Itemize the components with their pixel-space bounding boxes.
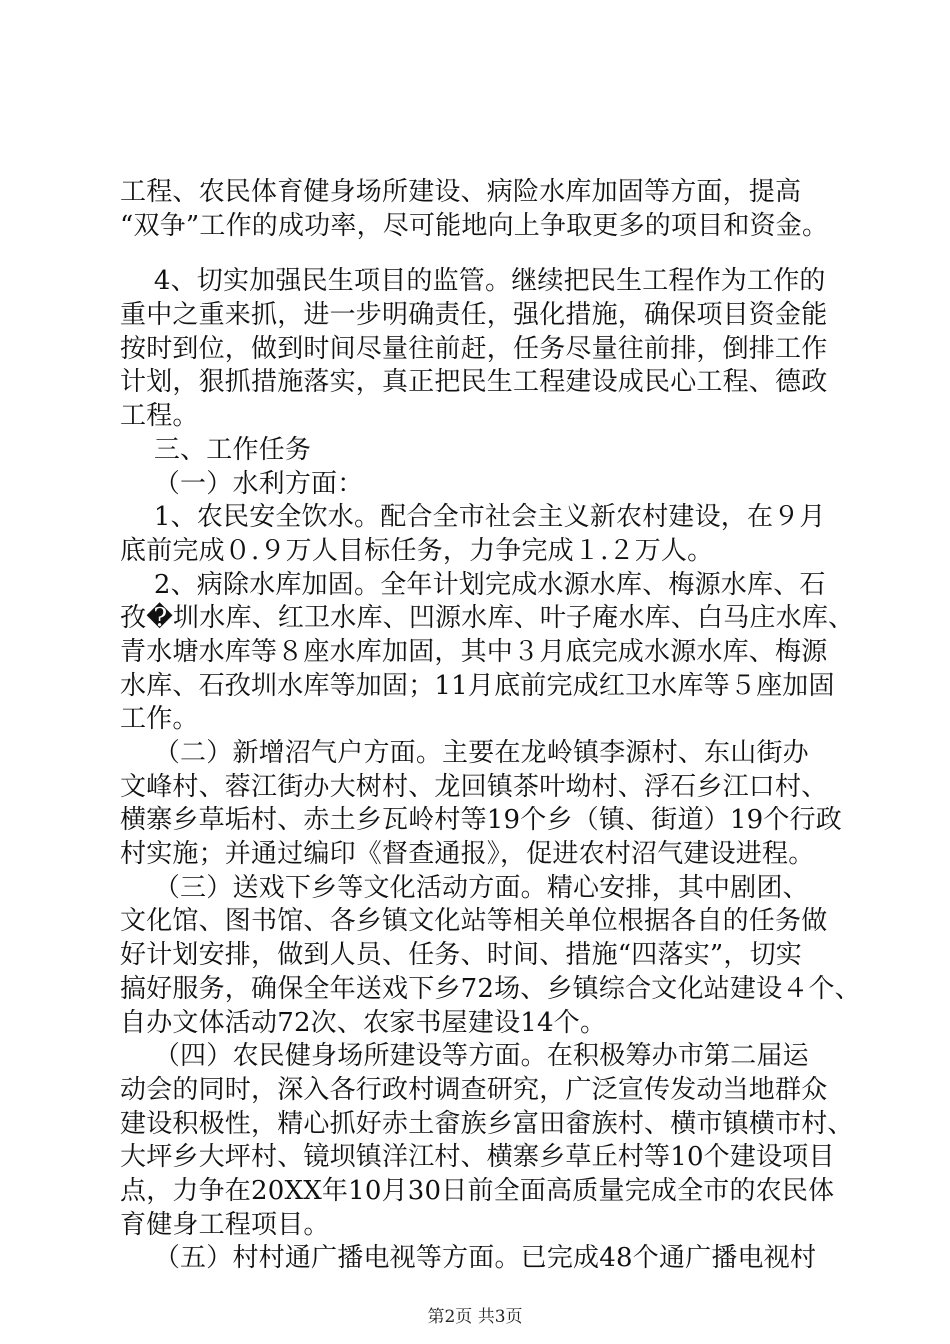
text-line: 重中之重来抓，进一步明确责任，强化措施，确保项目资金能 <box>120 300 828 331</box>
text-line: 文化馆、图书馆、各乡镇文化站等相关单位根据各自的任务做 <box>120 906 828 937</box>
page-number: 第2页 共3页 <box>427 1307 523 1327</box>
text-line: 村实施；并通过编印《督查通报》，促进农村沼气建设进程。 <box>120 839 815 870</box>
text-line: 大坪乡大坪村、镜坝镇洋江村、横寨乡草丘村等10个建设项目 <box>120 1142 835 1173</box>
text-line: 水库、石孜圳水库等加固；11月底前完成红卫水库等５座加固 <box>120 670 835 701</box>
text-line: 横寨乡草垢村、赤土乡瓦岭村等19个乡（镇、街道）19个行政 <box>120 805 842 836</box>
subsection-heading: （一）水利方面： <box>120 468 364 499</box>
text-line: 育健身工程项目。 <box>120 1209 330 1240</box>
text-line: 文峰村、蓉江街办大树村、龙回镇茶叶坳村、浮石乡江口村、 <box>120 771 828 802</box>
text-line: 工作。 <box>120 704 199 735</box>
text-line: 自办文体活动72次、农家书屋建设14个。 <box>120 1007 607 1038</box>
paragraph-gap <box>120 243 855 265</box>
text-line: 青水塘水库等８座水库加固，其中３月底完成水源水库、梅源 <box>120 636 828 667</box>
text-line: 按时到位，做到时间尽量往前赶，任务尽量往前排，倒排工作 <box>120 333 828 364</box>
text-line: （四）农民健身场所建设等方面。在积极筹办市第二届运 <box>120 1041 809 1072</box>
text-line: （三）送戏下乡等文化活动方面。精心安排，其中剧团、 <box>120 872 809 903</box>
text-line: （二）新增沼气户方面。主要在龙岭镇李源村、东山街办 <box>120 738 809 768</box>
text-line: 1、农民安全饮水。配合全市社会主义新农村建设，在９月 <box>120 502 826 533</box>
text-line: 工程。 <box>120 401 199 432</box>
text-line: 孜�圳水库、红卫水库、凹源水库、叶子庵水库、白马庄水库、 <box>120 603 855 634</box>
text-line: 建设积极性，精心抓好赤土畲族乡富田畲族村、横市镇横市村、 <box>120 1108 854 1139</box>
text-line: 底前完成０.９万人目标任务，力争完成１.２万人。 <box>120 535 714 566</box>
text-line: 点，力争在20XX年10月30日前全面高质量完成全市的农民体 <box>120 1175 835 1206</box>
text-line: 计划，狠抓措施落实，真正把民生工程建设成民心工程、德政 <box>120 367 828 398</box>
text-line: “双争”工作的成功率，尽可能地向上争取更多的项目和资金。 <box>120 210 829 241</box>
document-body <box>120 176 861 1276</box>
text-line: 工程、农民体育健身场所建设、病险水库加固等方面，提高 <box>120 177 802 207</box>
page-footer <box>0 1306 950 1328</box>
text-line: 好计划安排，做到人员、任务、时间、措施“四落实”，切实 <box>120 940 802 971</box>
text-line: 搞好服务，确保全年送戏下乡72场、乡镇综合文化站建设４个、 <box>120 973 861 1004</box>
text-line: 2、病除水库加固。全年计划完成水源水库、梅源水库、石 <box>120 569 826 600</box>
text-line: （五）村村通广播电视等方面。已完成48个通广播电视村 <box>120 1243 817 1274</box>
section-heading: 三、工作任务 <box>120 434 312 465</box>
text-line: 动会的同时，深入各行政村调查研究，广泛宣传发动当地群众 <box>120 1074 828 1105</box>
text-line: 4、切实加强民生项目的监管。继续把民生工程作为工作的 <box>120 266 826 297</box>
